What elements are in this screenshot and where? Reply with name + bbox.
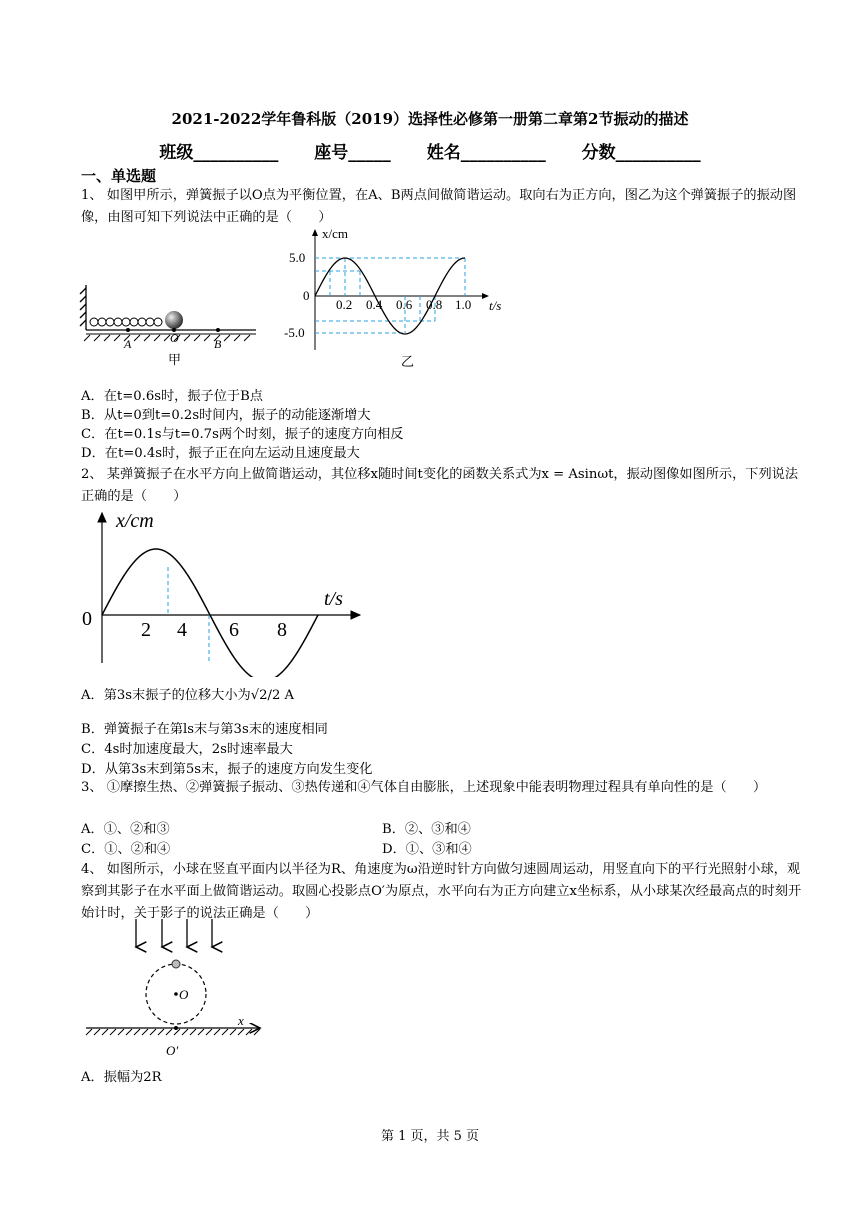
q1-x-tick: 0.4: [366, 297, 383, 312]
question-2-stem: 2、 某弹簧振子在水平方向上做简谐运动，其位移x随时间t变化的函数关系式为x = Asinωt，振动图像如图所示，下列说法正确的是（ ）: [81, 467, 799, 504]
figure-caption-yi: 乙: [401, 354, 415, 369]
q2-x-tick: 6: [229, 619, 239, 641]
seat-field: 座号_____: [314, 143, 391, 163]
class-field: 班级__________: [159, 143, 279, 163]
q1-x-tick: 1.0: [455, 297, 472, 312]
q2-option-c: C．4s时加速度最大，2s时速率最大: [81, 742, 293, 757]
center-label-o: O: [179, 987, 189, 1002]
x-axis-label: x: [238, 1013, 244, 1028]
q2-figure-graph: [78, 505, 368, 677]
q1-figure-yi-graph: [283, 220, 513, 372]
oscillator-ball: [165, 311, 183, 329]
q3-option-d: D．①、③和④: [382, 842, 472, 857]
q2-sine-curve: [102, 549, 318, 677]
q1-y-tick-max: 5.0: [289, 250, 306, 265]
student-info-line: [0, 138, 860, 163]
q2-x-tick: 4: [177, 619, 187, 641]
question-1-stem: 1、 如图甲所示，弹簧振子以O点为平衡位置，在A、B两点间做简谐运动。取向右为正方向，图乙为这个弹簧振子的振动图像，由图可知下列说法中正确的是（ ）: [81, 188, 797, 225]
q4-figure: [80, 915, 270, 1065]
q1-option-c: C．在t=0.1s与t=0.7s两个时刻，振子的速度方向相反: [81, 427, 404, 442]
section-heading: 一、单选题: [81, 167, 157, 185]
document-title: 2021-2022学年鲁科版（2019）选择性必修第一册第二章第2节振动的描述: [171, 110, 689, 128]
label-b: B: [214, 337, 222, 351]
q3-option-b: B．②、③和④: [382, 822, 471, 837]
q3-option-c: C．①、②和④: [81, 842, 171, 857]
label-a: A: [124, 337, 132, 351]
q1-x-axis-label: t/s: [489, 298, 502, 313]
q2-option-a: A．第3s末振子的位移大小为√2/2 A: [81, 688, 295, 703]
q2-option-d: D．从第3s末到第5s末，振子的速度方向发生变化: [81, 762, 373, 777]
q3-option-a: A．①、②和③: [81, 822, 170, 837]
q1-y-tick-min: -5.0: [284, 325, 305, 340]
q4-option-a: A．振幅为2R: [81, 1070, 162, 1085]
score-field: 分数__________: [581, 143, 701, 163]
q2-x-axis-label: t/s: [324, 588, 343, 610]
page-footer: 第 1 页，共 5 页: [380, 1129, 480, 1144]
q2-x-tick: 8: [277, 619, 287, 641]
q1-figure-jia: [78, 280, 268, 370]
question-4-stem: 4、 如图所示，小球在竖直平面内以半径为R、角速度为ω沿逆时针方向做匀速圆周运动，用竖直向下的平行光照射小球，观察到其影子在水平面上做简谐运动。取圆心投影点O′为原点，水平向右为正方向建立x坐标系，从小球某次经最高点的时刻开始计时，关于影子的说法正确是（ ）: [81, 862, 802, 921]
origin-label-o-prime: O′: [166, 1043, 179, 1058]
q1-x-tick: 0.2: [336, 297, 353, 312]
q2-x-tick: 2: [141, 619, 151, 641]
q1-x-tick: 0.6: [396, 297, 413, 312]
q2-y-axis-label: x/cm: [116, 510, 154, 532]
q1-option-d: D．在t=0.4s时，振子正在向左运动且速度最大: [81, 446, 360, 461]
ball-icon: [172, 960, 180, 968]
q1-x-tick: 0.8: [426, 297, 443, 312]
q1-y-axis-label: x/cm: [322, 226, 348, 241]
q1-option-a: A．在t=0.6s时，振子位于B点: [81, 389, 263, 404]
q2-option-b: B．弹簧振子在第ls末与第3s末的速度相同: [81, 722, 328, 737]
q2-x-tick: 0: [82, 608, 92, 630]
question-3-stem: 3、 ①摩擦生热、②弹簧振子振动、③热传递和④气体自由膨胀，上述现象中能表明物理过程具有单向性的是（ ）: [81, 780, 767, 795]
q1-option-b: B．从t=0到t=0.2s时间内，振子的动能逐渐增大: [81, 408, 371, 423]
q1-y-tick-zero: 0: [303, 288, 310, 303]
figure-caption-jia: 甲: [168, 352, 182, 367]
name-field: 姓名__________: [426, 143, 546, 163]
label-o: O: [170, 331, 179, 345]
